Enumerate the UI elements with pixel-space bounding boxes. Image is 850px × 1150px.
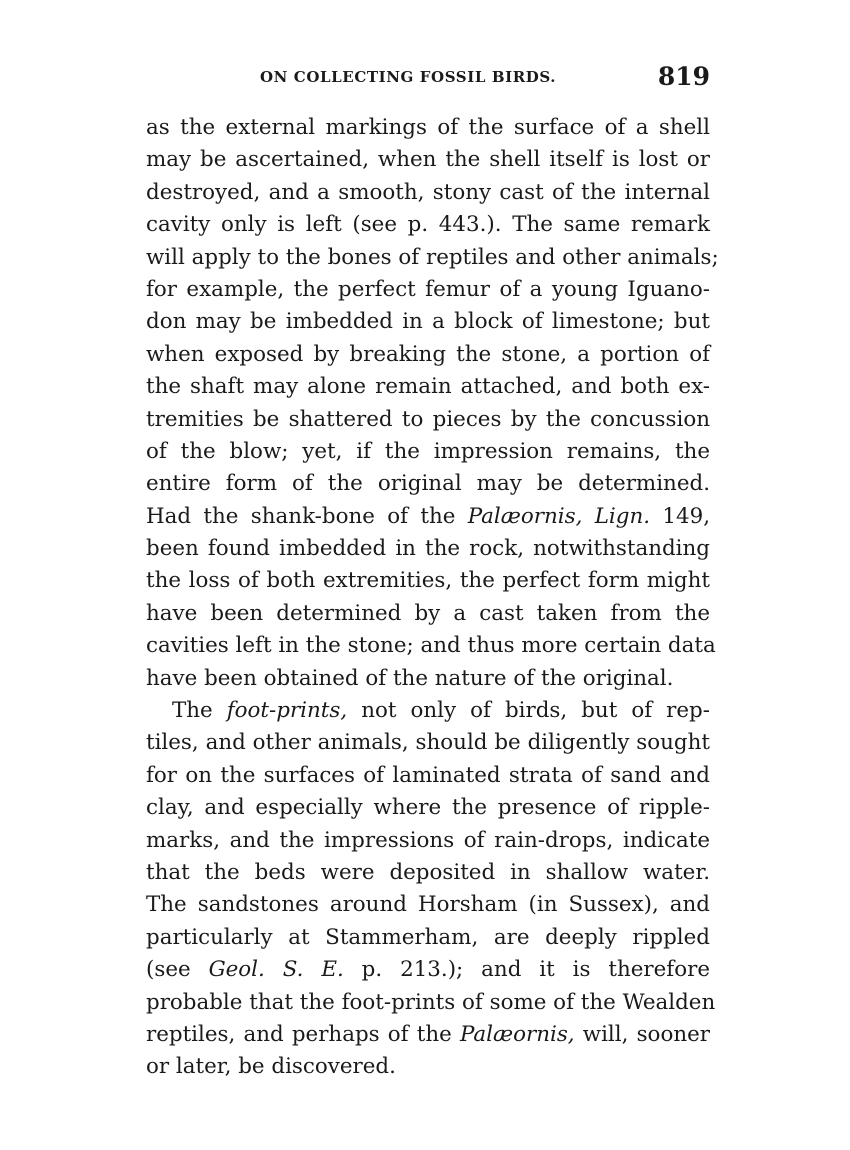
line-text: tiles, and other animals, should be diligently sought — [146, 730, 710, 756]
text-line — [146, 1019, 710, 1051]
line-text: entire form of the original may be determined. — [146, 471, 710, 497]
line-text: p. 213.); and it is therefore — [343, 957, 710, 983]
line-text: will, sooner — [574, 1021, 710, 1047]
italic-text: foot-prints, — [226, 698, 348, 724]
text-line — [146, 371, 710, 403]
line-text: will apply to the bones of reptiles and other animals; — [146, 244, 719, 270]
text-line — [146, 242, 719, 274]
line-text: that the beds were deposited in shallow water. — [146, 859, 710, 885]
text-line — [146, 630, 716, 662]
line-text: the shaft may alone remain attached, and both ex- — [146, 374, 710, 400]
text-line — [146, 404, 710, 436]
line-text: of the blow; yet, if the impression remains, the — [146, 438, 710, 464]
text-line — [146, 112, 710, 144]
text-line — [146, 695, 710, 727]
text-line — [146, 144, 710, 176]
line-text: tremities be shattered to pieces by the concussion — [146, 406, 710, 432]
text-line — [146, 209, 710, 241]
text-line — [146, 339, 710, 371]
line-text: The — [172, 698, 227, 724]
line-text: marks, and the impressions of rain-drops, indicate — [146, 827, 710, 853]
italic-text: Geol. S. E. — [208, 957, 344, 983]
text-line — [146, 760, 710, 792]
line-text: as the external markings of the surface of a shell — [146, 115, 710, 140]
line-text: when exposed by breaking the stone, a portion of — [146, 341, 710, 367]
text-line — [146, 792, 710, 824]
text-line — [146, 274, 710, 306]
running-title: ON COLLECTING FOSSIL BIRDS. — [260, 68, 557, 86]
text-line — [146, 825, 710, 857]
line-text: not only of birds, but of rep- — [347, 698, 710, 724]
line-text: probable that the foot-prints of some of the Wealden — [146, 989, 716, 1015]
text-line — [146, 177, 710, 209]
line-text: The sandstones around Horsham (in Sussex), and — [146, 892, 710, 918]
text-line — [146, 987, 716, 1019]
text-line — [146, 533, 710, 565]
text-line — [146, 306, 710, 338]
text-line — [146, 501, 710, 533]
text-line — [146, 922, 710, 954]
body-text — [146, 112, 719, 1084]
line-text: reptiles, and perhaps of the — [146, 1021, 460, 1047]
text-line — [146, 889, 710, 921]
line-text: for example, the perfect femur of a young Iguano- — [146, 276, 710, 302]
line-text: Had the shank-bone of the — [146, 503, 468, 529]
line-text: have been obtained of the nature of the original. — [146, 665, 674, 691]
italic-text: Palæornis, — [459, 1021, 575, 1047]
page-number: 819 — [657, 62, 710, 91]
text-line — [146, 565, 710, 597]
text-line — [146, 468, 710, 500]
line-text: (see — [146, 957, 209, 983]
line-text: cavity only is left (see p. 443.). The same remark — [146, 212, 710, 238]
line-text: don may be imbedded in a block of limestone; but — [146, 309, 710, 335]
line-text: been found imbedded in the rock, notwithstanding — [146, 536, 710, 562]
line-text: may be ascertained, when the shell itself is lost or — [146, 147, 710, 173]
italic-text: Palæornis, Lign. — [467, 503, 651, 529]
text-line — [146, 663, 710, 695]
text-line — [146, 954, 710, 986]
line-text: 149, — [650, 503, 710, 529]
text-line — [146, 857, 710, 889]
line-text: clay, and especially where the presence of ripple- — [146, 795, 710, 821]
line-text: cavities left in the stone; and thus more certain data — [146, 633, 716, 659]
line-text: the loss of both extremities, the perfect form might — [146, 568, 710, 594]
text-line — [146, 1051, 710, 1083]
line-text: have been determined by a cast taken from the — [146, 600, 710, 626]
text-line — [146, 436, 710, 468]
text-line — [146, 598, 710, 630]
text-line — [146, 727, 710, 759]
line-text: for on the surfaces of laminated strata of sand and — [146, 762, 710, 788]
running-head — [146, 62, 710, 96]
line-text: or later, be discovered. — [146, 1054, 396, 1080]
line-text: particularly at Stammerham, are deeply rippled — [146, 924, 710, 950]
line-text: destroyed, and a smooth, stony cast of the internal — [146, 179, 710, 205]
